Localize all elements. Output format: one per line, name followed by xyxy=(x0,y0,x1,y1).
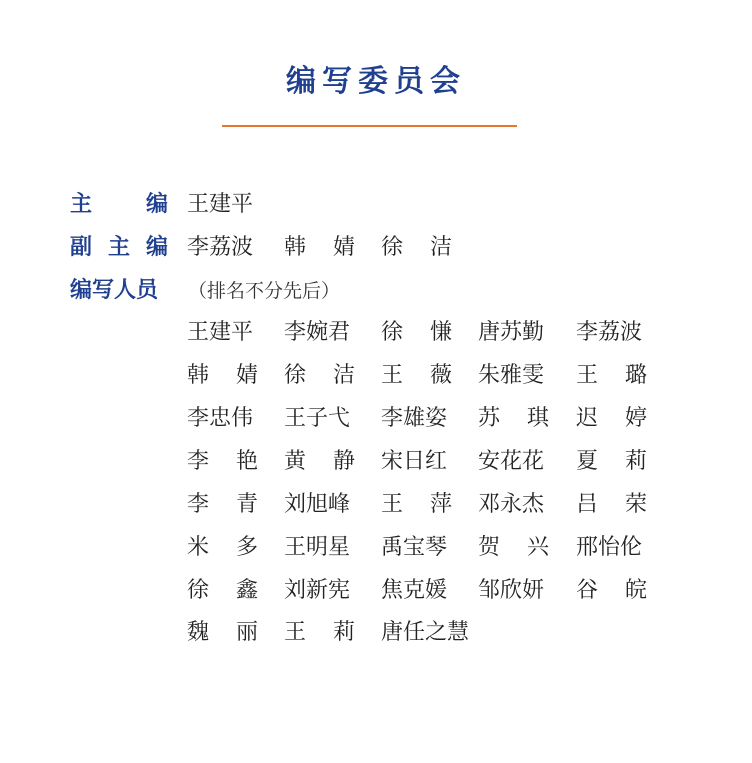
writers-label-char: 员 xyxy=(136,278,159,303)
writers-row xyxy=(187,533,657,563)
person-name: 谷 皖 xyxy=(576,578,647,603)
ranking-note: （排名不分先后） xyxy=(188,280,341,302)
deputy-editor-label-char: 编 xyxy=(145,235,168,260)
person-name: 王建平 xyxy=(187,320,254,345)
person-name: 唐苏勤 xyxy=(478,320,545,345)
chief-editor-label-char: 编 xyxy=(145,192,168,217)
person-name: 李 青 xyxy=(187,492,258,517)
deputy-editor-label-char: 主 xyxy=(107,235,130,260)
writers-row xyxy=(187,318,657,348)
person-name: 韩 婧 xyxy=(187,363,258,388)
person-name: 朱雅雯 xyxy=(478,363,545,388)
person-name: 王建平 xyxy=(187,192,254,217)
deputy-editor-label-char: 副 xyxy=(70,235,93,260)
writers-label-char: 编 xyxy=(70,278,93,303)
writers-label-char: 写 xyxy=(92,278,115,303)
person-name: 王 薇 xyxy=(381,363,452,388)
person-name: 禹宝琴 xyxy=(381,535,448,560)
person-name: 李荔波 xyxy=(576,320,643,345)
writers-row xyxy=(187,404,657,434)
committee-title: 编写委员会 xyxy=(286,64,466,99)
person-name: 邢怡伦 xyxy=(576,535,643,560)
person-name: 王 萍 xyxy=(381,492,452,517)
person-name: 贺 兴 xyxy=(478,535,549,560)
writers-label-char: 人 xyxy=(114,278,137,303)
person-name: 徐 洁 xyxy=(284,363,355,388)
person-name: 邓永杰 xyxy=(478,492,545,517)
writers-grid xyxy=(187,0,657,763)
person-name: 迟 婷 xyxy=(576,406,647,431)
person-name: 唐任之慧 xyxy=(381,620,470,645)
person-name: 焦克媛 xyxy=(381,578,448,603)
person-name: 徐 鑫 xyxy=(187,578,258,603)
person-name: 刘旭峰 xyxy=(284,492,351,517)
person-name: 安花花 xyxy=(478,449,545,474)
writers-row xyxy=(187,447,657,477)
person-name: 韩 婧 xyxy=(284,235,355,260)
person-name: 徐 洁 xyxy=(381,235,452,260)
person-name: 李雄姿 xyxy=(381,406,448,431)
writers-row xyxy=(187,576,657,606)
person-name: 米 多 xyxy=(187,535,258,560)
person-name: 王 莉 xyxy=(284,620,355,645)
person-name: 徐 慊 xyxy=(381,320,452,345)
deputy-editor-label xyxy=(70,233,168,263)
chief-editor-label xyxy=(70,190,168,220)
writers-label xyxy=(70,276,168,306)
person-name: 黄 静 xyxy=(284,449,355,474)
person-name: 李荔波 xyxy=(187,235,254,260)
person-name: 李忠伟 xyxy=(187,406,254,431)
person-name: 刘新宪 xyxy=(284,578,351,603)
chief-editor-label-char: 主 xyxy=(70,192,93,217)
person-name: 王明星 xyxy=(284,535,351,560)
writers-row xyxy=(187,361,657,391)
person-name: 李 艳 xyxy=(187,449,258,474)
person-name: 李婉君 xyxy=(284,320,351,345)
person-name: 宋日红 xyxy=(381,449,448,474)
writers-row xyxy=(187,490,657,520)
person-name: 邹欣妍 xyxy=(478,578,545,603)
person-name: 魏 丽 xyxy=(187,620,258,645)
person-name: 王子弋 xyxy=(284,406,351,431)
person-name: 夏 莉 xyxy=(576,449,647,474)
person-name: 王 璐 xyxy=(576,363,647,388)
writers-row xyxy=(187,618,657,648)
person-name: 吕 荣 xyxy=(576,492,647,517)
person-name: 苏 琪 xyxy=(478,406,549,431)
